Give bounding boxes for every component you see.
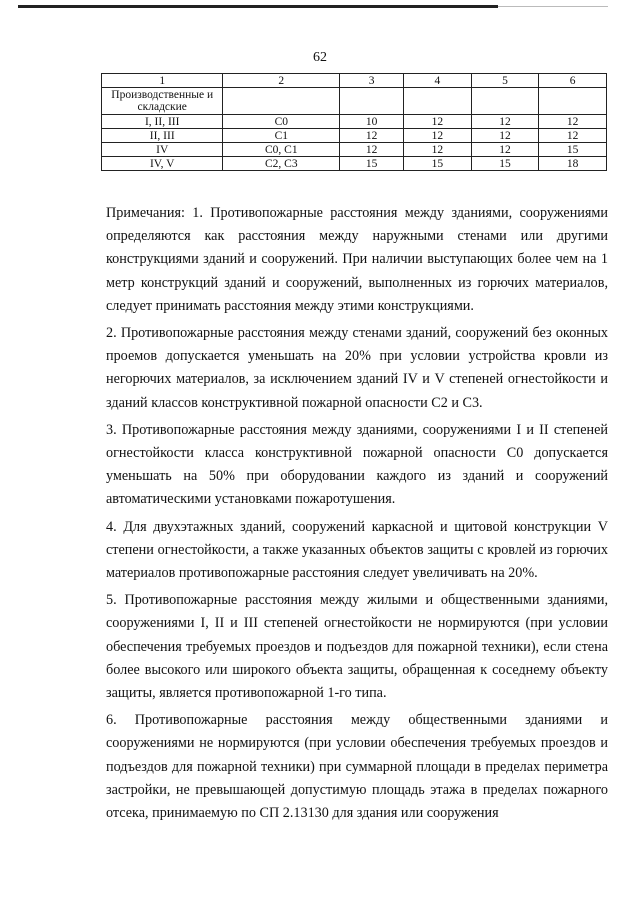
table-cell	[471, 88, 539, 115]
table-group-label: Производственные и складские	[102, 88, 223, 115]
table-cell: 12	[404, 143, 472, 157]
notes-section	[106, 202, 608, 829]
table-cell: 12	[340, 143, 404, 157]
note-paragraph: 4. Для двухэтажных зданий, сооружений каркасной и щитовой конструкции V степени огнестойкости, а также указанных объектов защиты с кровлей из горючих материалов противопожарные расстояния следует увеличивать на 20%.	[106, 518, 608, 582]
table-header-cell: 5	[471, 74, 539, 88]
table-row	[102, 115, 607, 129]
table-cell: 12	[404, 115, 472, 129]
table-cell: IV, V	[102, 157, 223, 171]
table-cell	[223, 88, 340, 115]
table-cell: C0	[223, 115, 340, 129]
table-header-cell: 3	[340, 74, 404, 88]
note-paragraph: 6. Противопожарные расстояния между общественными зданиями и сооружениями не нормируются (при условии обеспечения требуемых проездов и подъездов для пожарной техники) при суммарной площади в пределах периметра застройки, не превышающей допустимую площадь этажа в пределах пожарного отсека, принимаемую по СП 2.13130 для здания или сооружения	[106, 712, 608, 822]
note-paragraph: Примечания: 1. Противопожарные расстояния между зданиями, сооружениями определяются как расстояния между наружными стенами или другими конструкциями зданий и сооружений. При наличии выступающих более чем на 1 метр конструкций зданий и сооружений, выполненных из горючих материалов, следует принимать расстояния между этими конструкциями.	[106, 205, 608, 314]
table-cell: IV	[102, 143, 223, 157]
table-cell: 15	[471, 157, 539, 171]
table-row	[102, 143, 607, 157]
table-cell: C2, C3	[223, 157, 340, 171]
page-number: 62	[313, 50, 327, 65]
table-cell: 12	[340, 129, 404, 143]
table-cell: C1	[223, 129, 340, 143]
note-paragraph: 2. Противопожарные расстояния между стенами зданий, сооружений без оконных проемов допускается уменьшать на 20% при условии устройства кровли из негорючих материалов, за исключением зданий IV и V степеней огнестойкости и зданий классов конструктивной пожарной опасности С2 и С3.	[106, 325, 608, 411]
distance-table	[101, 73, 607, 171]
table-header-row	[102, 74, 607, 88]
table-cell: 15	[404, 157, 472, 171]
table-cell: 12	[471, 129, 539, 143]
table-cell: II, III	[102, 129, 223, 143]
table-row	[102, 129, 607, 143]
table-cell: 12	[539, 129, 607, 143]
table-cell: 18	[539, 157, 607, 171]
table-cell	[404, 88, 472, 115]
table-cell: 12	[471, 115, 539, 129]
table-row	[102, 157, 607, 171]
table-cell: 15	[539, 143, 607, 157]
table-cell: C0, C1	[223, 143, 340, 157]
top-rule	[18, 5, 498, 8]
table-cell: I, II, III	[102, 115, 223, 129]
table-cell: 12	[471, 143, 539, 157]
table-cell: 15	[340, 157, 404, 171]
table-cell: 12	[404, 129, 472, 143]
table-cell: 10	[340, 115, 404, 129]
table-cell: 12	[539, 115, 607, 129]
table-cell	[340, 88, 404, 115]
table-header-cell: 1	[102, 74, 223, 88]
top-rule-faint	[498, 6, 608, 7]
table-header-cell: 4	[404, 74, 472, 88]
table-header-cell: 6	[539, 74, 607, 88]
note-paragraph: 5. Противопожарные расстояния между жилыми и общественными зданиями, сооружениями I, II и III степеней огнестойкости не нормируются (при условии обеспечения требуемых проездов и подъездов для пожарной техники), если стена более высокого или широкого объекта защиты, обращенная к соседнему объекту защиты, является противопожарной 1-го типа.	[106, 592, 608, 702]
table-cell	[539, 88, 607, 115]
table-group-row	[102, 88, 607, 115]
table-header-cell: 2	[223, 74, 340, 88]
note-paragraph: 3. Противопожарные расстояния между зданиями, сооружениями I и II степеней огнестойкости класса конструктивной пожарной опасности С0 допускается уменьшать на 50% при оборудовании каждого из зданий и сооружений автоматическими установками пожаротушения.	[106, 421, 608, 508]
